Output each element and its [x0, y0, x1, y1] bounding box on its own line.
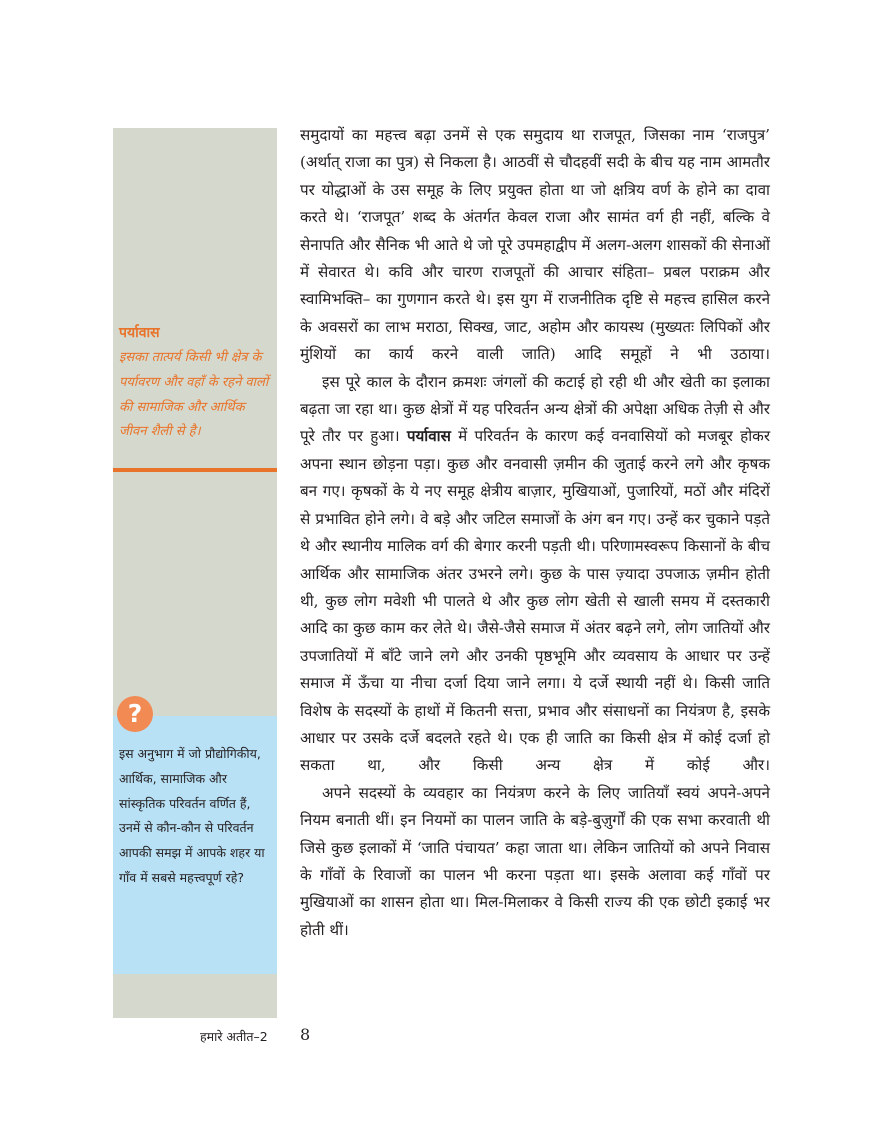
page-number: 8 [300, 1025, 311, 1044]
main-text [300, 122, 770, 944]
paragraph-2-part-2: में परिवर्तन के कारण कई वनवासियों को मजबूर होकर अपना स्थान छोड़ना पड़ा। कुछ और वनवासी ज़मीन की जुताई करने लगे और कृषक बन गए। कृषकों के ये नए समूह क्षेत्रीय बाज़ार, मुखियाओं, पुजारियों, मठों और मंदिरों से प्रभावित होने लगे। वे बड़े और जटिल समाजों के अंग बन गए। उन्हें कर चुकाने पड़ते थे और स्थानीय मालिक वर्ग की बेगार करनी पड़ती थी। परिणामस्वरूप किसानों के बीच आर्थिक और सामाजिक अंतर उभरने लगे। कुछ के पास ज़्यादा उपजाऊ ज़मीन होती थी, कुछ लोग मवेशी भी पालते थे और कुछ लोग खेती से खाली समय में दस्तकारी आदि का कुछ काम कर लेते थे। जैसे-जैसे समाज में अंतर बढ़ने लगे, लोग जातियों और उपजातियों में बाँटे जाने लगे और उनकी पृष्ठभूमि और व्यवसाय के आधार पर उन्हें समाज में ऊँचा या नीचा दर्जा दिया जाने लगा। ये दर्जे स्थायी नहीं थे। किसी जाति विशेष के सदस्यों के हाथों में कितनी सत्ता, प्रभाव और संसाधनों का नियंत्रण है, इसके आधार पर उसके दर्जे बदलते रहते थे। एक ही जाति का किसी क्षेत्र में कोई दर्जा हो सकता था, और किसी अन्य क्षेत्र में कोई और। [300, 427, 771, 775]
paragraph-2-part-1: इस पूरे काल के दौरान क्रमशः जंगलों की कटाई हो रही थी और खेती का इलाका बढ़ता जा रहा था। कुछ क्षेत्रों में यह परिवर्तन अन्य क्षेत्रों की अपेक्षा अधिक तेज़ी से और पूरे तौर पर हुआ। [300, 372, 770, 446]
keyword-paryavas: पर्यावास [406, 427, 451, 446]
question-text: इस अनुभाग में जो प्रौद्योगिकीय, आर्थिक, सामाजिक और सांस्कृतिक परिवर्तन वर्णित हैं, उनमें से कौन-कौन से परिवर्तन आपकी समझ में आपके शहर या गाँव में सबसे महत्त्वपूर्ण रहे? [119, 746, 265, 885]
glossary-term: पर्यावास [119, 325, 160, 341]
paragraph-1: समुदायों का महत्त्व बढ़ा उनमें से एक समुदाय था राजपूत, जिसका नाम ‘राजपुत्र’ (अर्थात् राजा का पुत्र) से निकला है। आठवीं से चौदहवीं सदी के बीच यह नाम आमतौर पर योद्धाओं के उस समूह के लिए प्रयुक्त होता था जो क्षत्रिय वर्ण के होने का दावा करते थे। ‘राजपूत’ शब्द के अंतर्गत केवल राजा और सामंत वर्ग ही नहीं, बल्कि वे सेनापति और सैनिक भी आते थे जो पूरे उपमहाद्वीप में अलग-अलग शासकों की सेनाओं में सेवारत थे। कवि और चारण राजपूतों की आचार संहिता– प्रबल पराक्रम और स्वामिभक्ति– का गुणगान करते थे। इस युग में राजनीतिक दृष्टि से महत्त्व हासिल करने के अवसरों का लाभ मराठा, सिक्ख, जाट, अहोम और कायस्थ (मुख्यतः लिपिकों और मुंशियों का कार्य करने वाली जाति) आदि समूहों ने भी उठाया। [300, 126, 770, 364]
question-mark-icon: ? [117, 696, 153, 732]
glossary-definition: इसका तात्पर्य किसी भी क्षेत्र के पर्यावरण और वहाँ के रहने वालों की सामाजिक और आर्थिक जीवन शैली से है। [119, 350, 269, 440]
book-title: हमारे अतीत–2 [200, 1029, 268, 1044]
paragraph-3: अपने सदस्यों के व्यवहार का नियंत्रण करने के लिए जातियाँ स्वयं अपने-अपने नियम बनाती थीं। इन नियमों का पालन जाति के बड़े-बुज़ुर्गों की एक सभा करवाती थी जिसे कुछ इलाकों में ‘जाति पंचायत’ कहा जाता था। लेकिन जातियों को अपने निवास के गाँवों के रिवाजों का पालन भी करना पड़ता था। इसके अलावा कई गाँवों पर मुखियाओं का शासन होता था। मिल-मिलाकर वे किसी राज्य की एक छोटी इकाई भर होती थीं। [300, 783, 770, 939]
paragraph-2 [300, 369, 770, 780]
glossary-box [113, 320, 277, 445]
glossary-divider [113, 468, 277, 472]
question-box [113, 716, 277, 974]
